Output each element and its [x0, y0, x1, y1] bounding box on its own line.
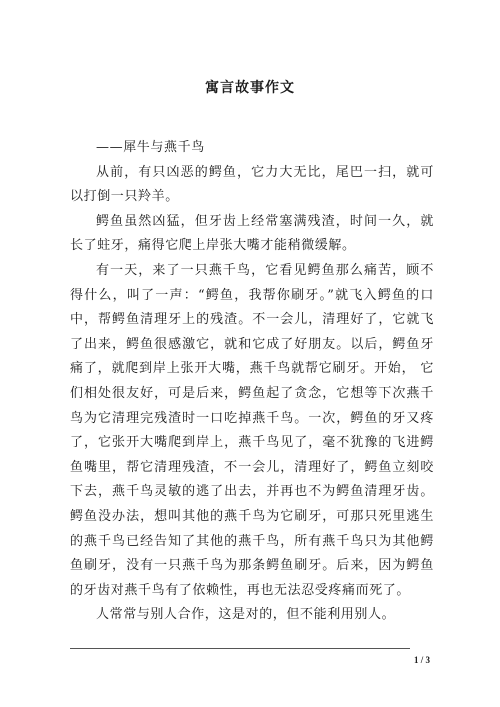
paragraph: 有一天，来了一只燕千鸟，它看见鳄鱼那么痛苦，顾不得什么，叫了一声：“鳄鱼，我帮你刷牙。”就飞入鳄鱼的口中，帮鳄鱼清理牙上的残渣。不一会儿，清理好了，它就飞了出来，鳄鱼很感激它，就和它成了好朋友。以后，鳄鱼牙痛了，就爬到岸上张开大嘴，燕千鸟就帮它刷牙。开始， 它们相处很友好，可是后来，鳄鱼起了贪念，它想等下次燕千鸟为它清理完残渣时一口吃掉燕千鸟。一次，鳄鱼的牙又疼了，它张开大嘴爬到岸上，燕千鸟见了，毫不犹豫的飞进鳄鱼嘴里，帮它清理残渣，不一会儿，清理好了，鳄鱼立刻咬下去，燕千鸟灵敏的逃了出去，并再也不为鳄鱼清理牙齿。鳄鱼没办法，想叫其他的燕千鸟为它刷牙，可那只死里逃生的燕千鸟已经告知了其他的燕千鸟，所有燕千鸟只为其他鳄鱼刷牙，没有一只燕千鸟为那条鳄鱼刷牙。后来，因为鳄鱼的牙齿对燕千鸟有了依赖性，再也无法忍受疼痛而死了。: [70, 262, 434, 598]
page-number: 1 / 3: [413, 655, 430, 665]
footer-divider: [70, 648, 410, 649]
paragraph: 鳄鱼虽然凶猛，但牙齿上经常塞满残渣，时间一久，就长了蛀牙，痛得它爬上岸张大嘴才能稍微缓解。: [70, 213, 434, 254]
subtitle: ——犀牛与燕千鸟: [96, 140, 205, 155]
document-body: [70, 136, 434, 628]
page-title: 寓言故事作文: [205, 80, 295, 96]
paragraph: 人常常与别人合作，这是对的，但不能利用别人。: [96, 607, 396, 623]
paragraph: 从前，有只凶恶的鳄鱼，它力大无比，尾巴一扫，就可以打倒一只羚羊。: [70, 164, 434, 205]
